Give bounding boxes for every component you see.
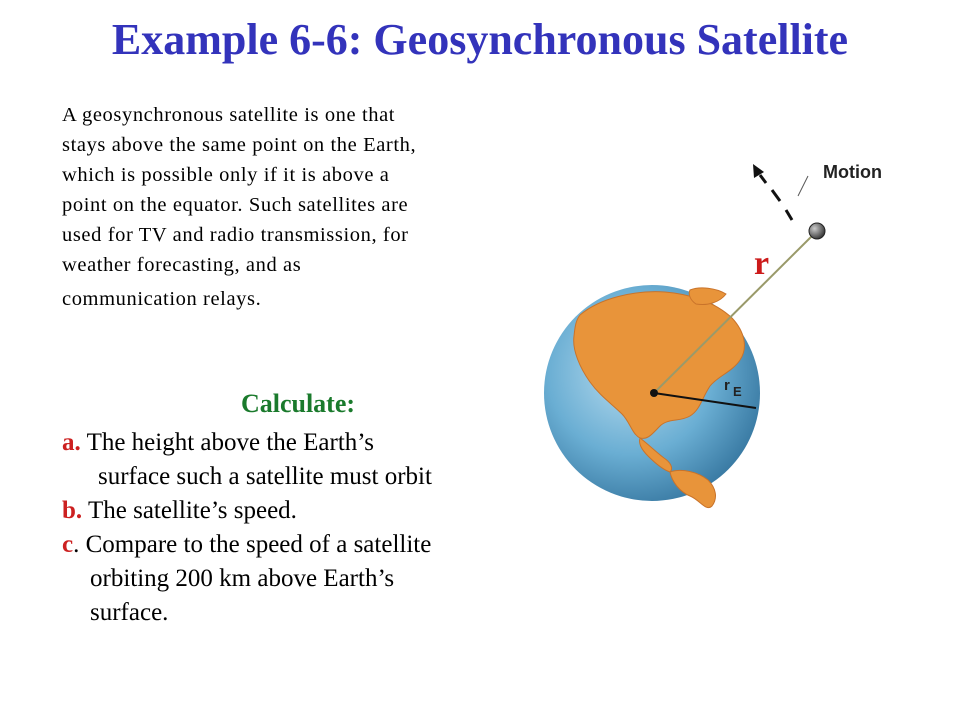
- calculate-heading: Calculate:: [240, 389, 356, 418]
- intro-line: stays above the same point on the Earth,: [62, 134, 417, 156]
- question-b: [62, 494, 542, 528]
- earth-radius-label-r: r: [724, 377, 730, 394]
- earth-radius-label-subscript: E: [733, 384, 742, 399]
- question-a-letter: a.: [62, 429, 81, 456]
- intro-line: point on the equator. Such satellites are: [62, 194, 409, 216]
- figure-svg: [540, 140, 960, 540]
- question-a-continuation: surface such a satellite must orbit: [98, 463, 432, 490]
- satellite-icon: [809, 223, 825, 239]
- intro-line: used for TV and radio transmission, for: [62, 224, 409, 246]
- motion-label: Motion: [823, 162, 882, 182]
- question-list: [62, 426, 542, 630]
- question-c-letter: c: [62, 531, 74, 558]
- question-c-text: . Compare to the speed of a satellite: [73, 531, 432, 558]
- intro-line: A geosynchronous satellite is one that: [62, 104, 396, 126]
- intro-line: which is possible only if it is above a: [62, 164, 390, 186]
- intro-line: weather forecasting, and as: [62, 254, 302, 276]
- greenland-shape: [689, 288, 726, 305]
- question-a: [62, 426, 542, 460]
- satellite-orbit-figure: [540, 140, 960, 540]
- question-c: [62, 528, 542, 562]
- intro-line: communication relays.: [62, 288, 262, 310]
- question-b-letter: b.: [62, 497, 83, 524]
- motion-leader-line: [798, 176, 808, 196]
- question-b-text: The satellite’s speed.: [87, 497, 297, 524]
- motion-arrow-icon: [753, 164, 792, 220]
- slide-title: Example 6-6: Geosynchronous Satellite: [111, 15, 849, 64]
- question-a-text: The height above the Earth’s: [86, 429, 374, 456]
- radius-label: r: [754, 245, 770, 282]
- intro-paragraph: [62, 100, 542, 314]
- earth-center-dot: [650, 389, 658, 397]
- question-c-continuation: surface.: [90, 599, 169, 626]
- question-c-continuation: orbiting 200 km above Earth’s: [90, 565, 395, 592]
